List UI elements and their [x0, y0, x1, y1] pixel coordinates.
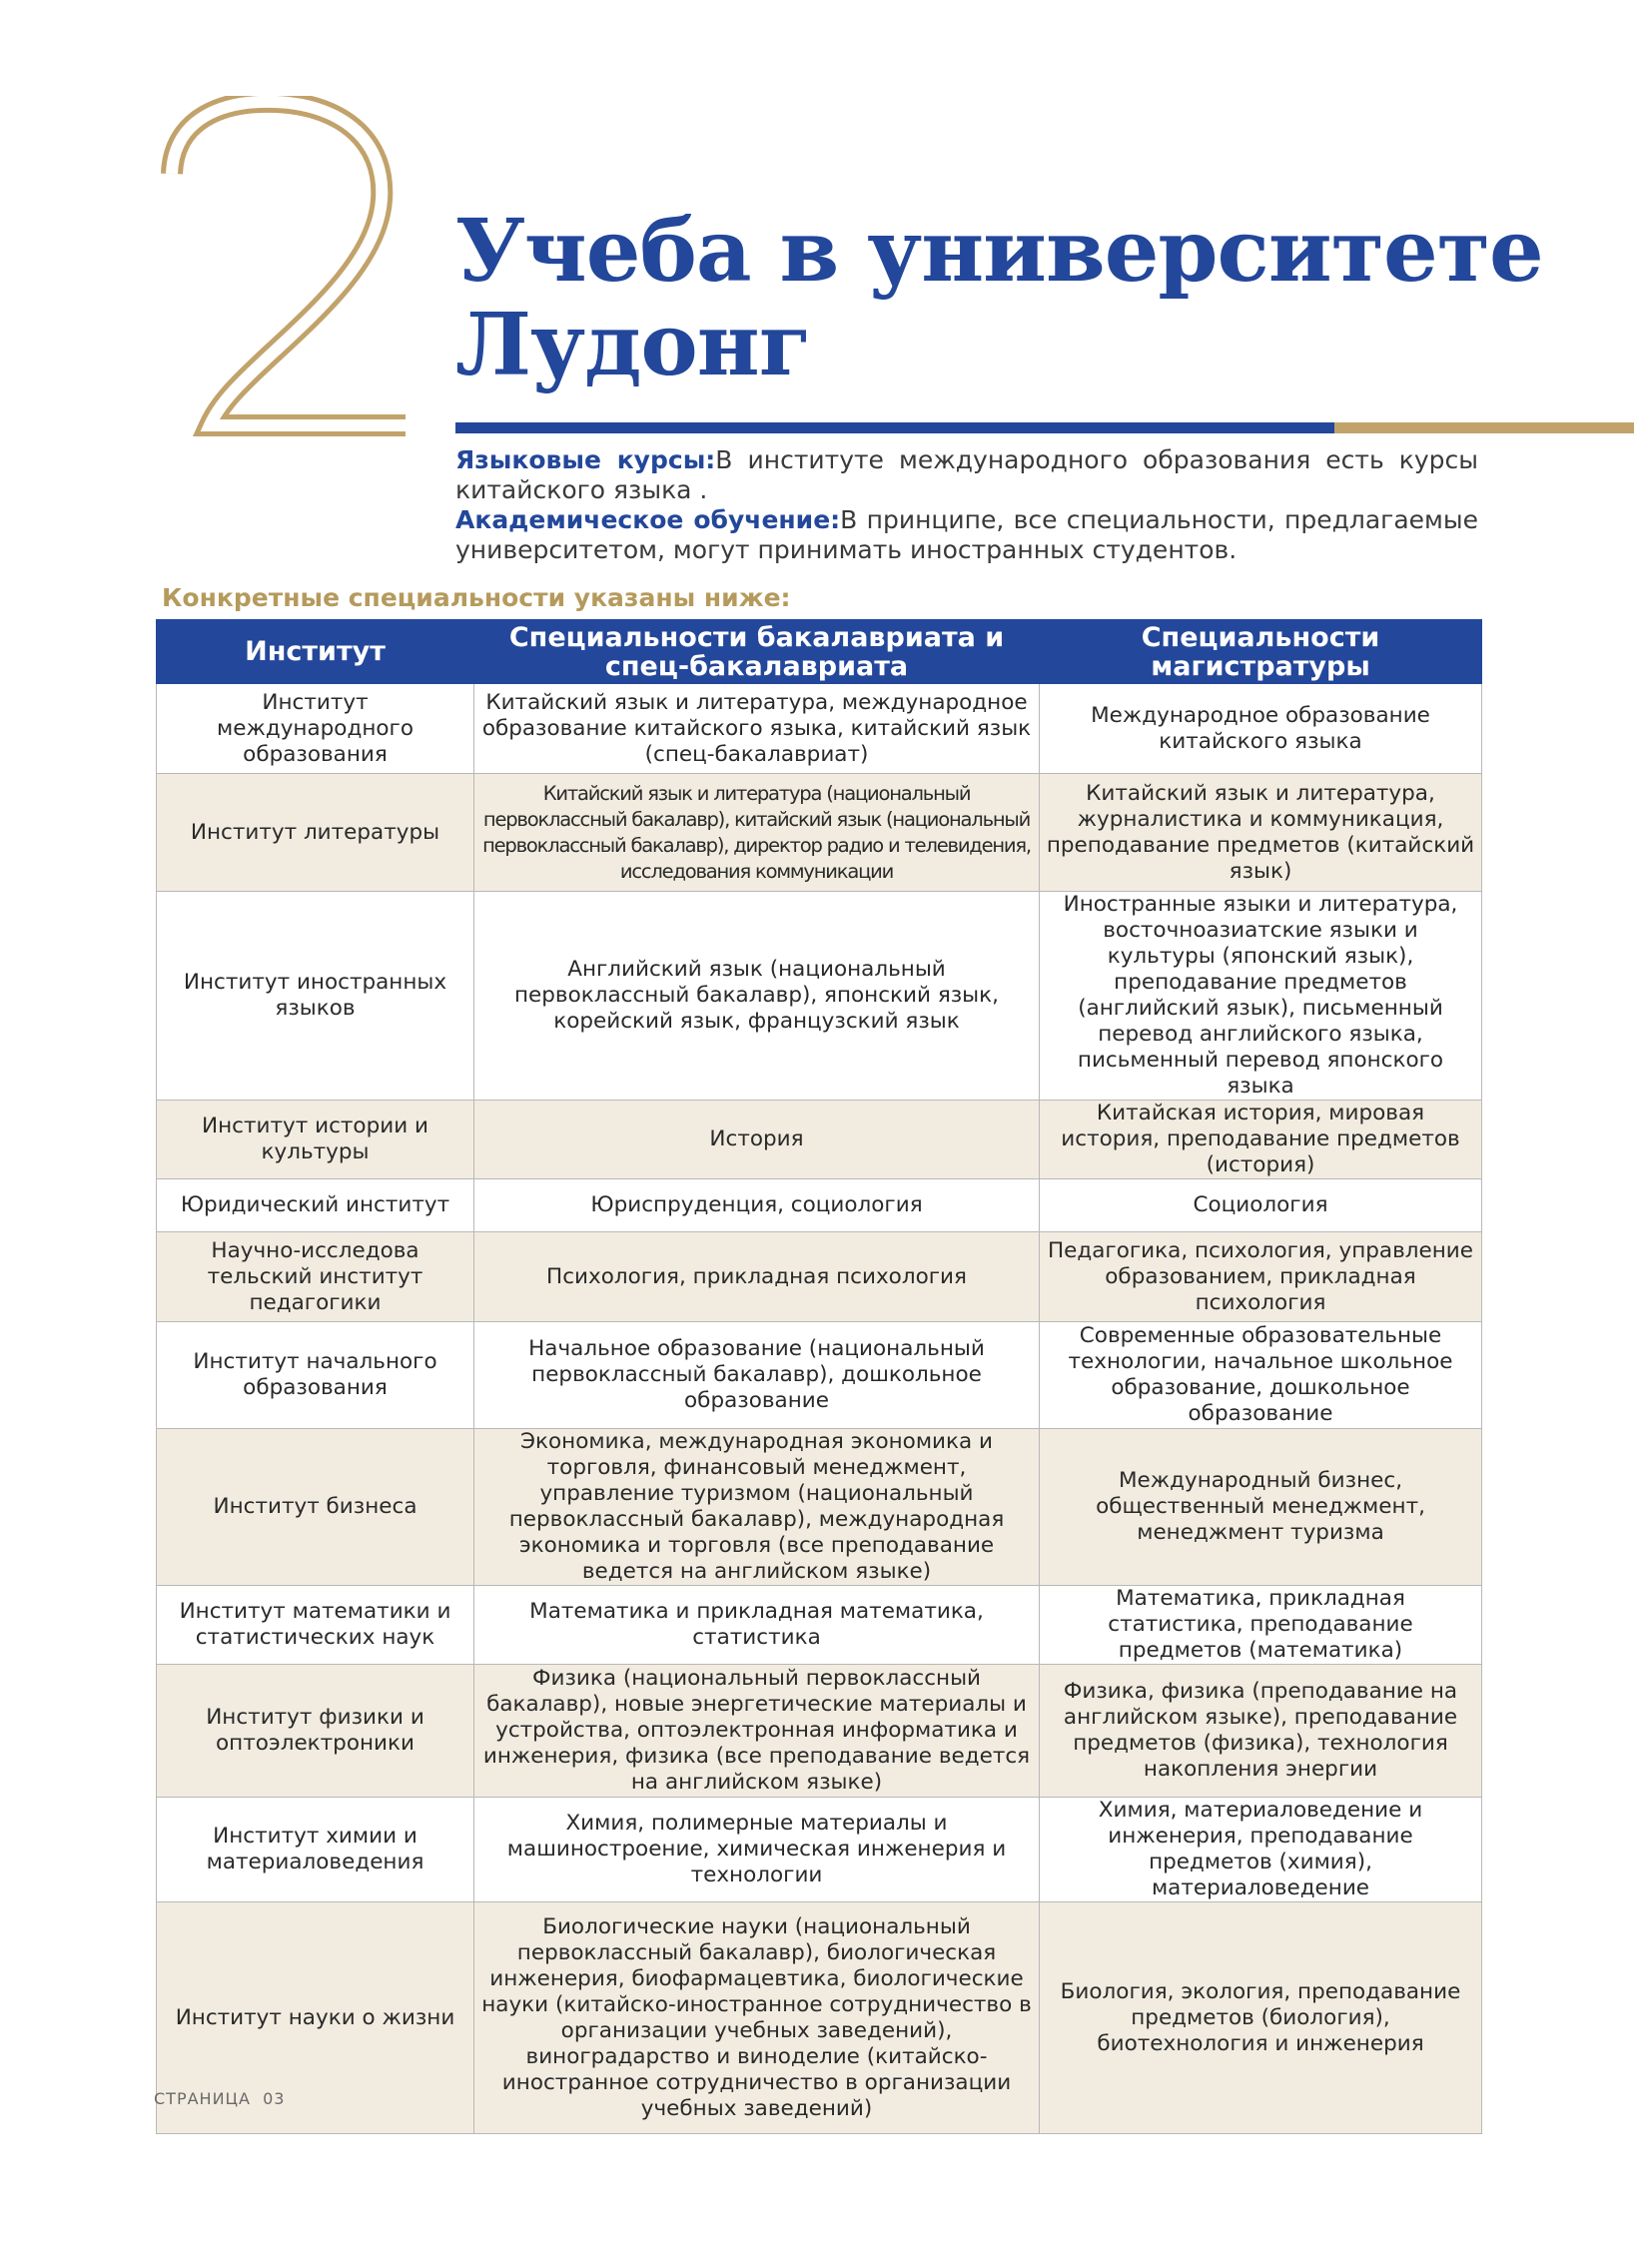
institute-cell: Институт истории и культуры	[157, 1101, 474, 1179]
master-cell: Китайский язык и литература, журналистика и коммуникация, преподавание предметов (китайский язык)	[1040, 774, 1482, 892]
table-row	[157, 1665, 1482, 1798]
master-cell: Международный бизнес, общественный менеджмент, менеджмент туризма	[1040, 1429, 1482, 1586]
header-bachelor: Специальности бакалавриата и спец-бакалавриата	[474, 620, 1040, 684]
master-cell: Китайская история, мировая история, преподавание предметов (история)	[1040, 1101, 1482, 1179]
institute-cell: Научно-исследова тельский институт педагогики	[157, 1232, 474, 1322]
table-row	[157, 774, 1482, 892]
academic-text: В принципе, все специальности, предлагаемые университетом, могут принимать иностранных студентов.	[455, 505, 1478, 564]
table-header-row	[157, 620, 1482, 684]
table-row	[157, 1322, 1482, 1429]
master-cell: Современные образовательные технологии, начальное школьное образование, дошкольное образование	[1040, 1322, 1482, 1429]
table-subheading: Конкретные специальности указаны ниже:	[162, 583, 791, 612]
intro-section	[455, 445, 1478, 565]
title-rule-gold	[1334, 422, 1634, 433]
title-line-1: Учеба в университете	[455, 201, 1543, 302]
master-cell: Математика, прикладная статистика, преподавание предметов (математика)	[1040, 1586, 1482, 1665]
bachelor-cell: Химия, полимерные материалы и машиностроение, химическая инженерия и технологии	[474, 1798, 1040, 1902]
bachelor-cell: Экономика, международная экономика и торговля, финансовый менеджмент, управление туризмом (национальный первоклассный бакалавр), международная экономика и торговля (все преподавание ведется на английском языке)	[474, 1429, 1040, 1586]
master-cell: Биология, экология, преподавание предметов (биология), биотехнология и инженерия	[1040, 1902, 1482, 2134]
table-row	[157, 1429, 1482, 1586]
master-cell: Физика, физика (преподавание на английском языке), преподавание предметов (физика), технология накопления энергии	[1040, 1665, 1482, 1798]
language-courses-text: В институте международного образования есть курсы китайского языка .	[455, 445, 1478, 504]
title-rule-blue	[455, 422, 1334, 433]
bachelor-cell: Китайский язык и литература (национальный первоклассный бакалавр), китайский язык (национальный первоклассный бакалавр), директор радио и телевидения, исследования коммуникации	[474, 774, 1040, 892]
table-row	[157, 1798, 1482, 1902]
bachelor-cell: Начальное образование (национальный первоклассный бакалавр), дошкольное образование	[474, 1322, 1040, 1429]
bachelor-cell: Математика и прикладная математика, статистика	[474, 1586, 1040, 1665]
institute-cell: Институт науки о жизни	[157, 1902, 474, 2134]
table-row	[157, 1902, 1482, 2134]
table-row	[157, 892, 1482, 1101]
table-row	[157, 1179, 1482, 1232]
bachelor-cell: Английский язык (национальный первоклассный бакалавр), японский язык, корейский язык, французский язык	[474, 892, 1040, 1101]
institute-cell: Юридический институт	[157, 1179, 474, 1232]
bachelor-cell: Физика (национальный первоклассный бакалавр), новые энергетические материалы и устройства, оптоэлектронная информатика и инженерия, физика (все преподавание ведется на английском языке)	[474, 1665, 1040, 1798]
master-cell: Международное образование китайского языка	[1040, 684, 1482, 774]
institute-cell: Институт начального образования	[157, 1322, 474, 1429]
table-row	[157, 1586, 1482, 1665]
table-row	[157, 684, 1482, 774]
specialties-table	[156, 619, 1482, 2134]
title-line-2: Лудонг	[455, 295, 811, 395]
language-courses-label: Языковые курсы:	[455, 445, 716, 474]
institute-cell: Институт иностранных языков	[157, 892, 474, 1101]
language-courses-paragraph	[455, 445, 1478, 505]
bachelor-cell: История	[474, 1101, 1040, 1179]
institute-cell: Институт бизнеса	[157, 1429, 474, 1586]
page-footer	[154, 2089, 285, 2108]
academic-label: Академическое обучение:	[455, 505, 841, 534]
master-cell: Социология	[1040, 1179, 1482, 1232]
bachelor-cell: Психология, прикладная психология	[474, 1232, 1040, 1322]
institute-cell: Институт литературы	[157, 774, 474, 892]
page-title	[455, 201, 1543, 395]
master-cell: Химия, материаловедение и инженерия, преподавание предметов (химия), материаловедение	[1040, 1798, 1482, 1902]
institute-cell: Институт математики и статистических наук	[157, 1586, 474, 1665]
table-row	[157, 1101, 1482, 1179]
master-cell: Иностранные языки и литература, восточноазиатские языки и культуры (японский язык), преподавание предметов (английский язык), письменный перевод английского языка, письменный перевод японского языка	[1040, 892, 1482, 1101]
academic-paragraph	[455, 505, 1478, 565]
table-row	[157, 1232, 1482, 1322]
institute-cell: Институт международного образования	[157, 684, 474, 774]
header-master: Специальности магистратуры	[1040, 620, 1482, 684]
page-label: СТРАНИЦА	[154, 2089, 251, 2108]
page-number: 03	[263, 2089, 286, 2108]
bachelor-cell: Юриспруденция, социология	[474, 1179, 1040, 1232]
master-cell: Педагогика, психология, управление образованием, прикладная психология	[1040, 1232, 1482, 1322]
institute-cell: Институт химии и материаловедения	[157, 1798, 474, 1902]
section-number: 2	[160, 96, 161, 97]
bachelor-cell: Биологические науки (национальный первоклассный бакалавр), биологическая инженерия, биофармацевтика, биологические науки (китайско-иностранное сотрудничество в организации учебных заведений), виноградарство и виноделие (китайско-иностранное сотрудничество в организации учебных заведений)	[474, 1902, 1040, 2134]
institute-cell: Институт физики и оптоэлектроники	[157, 1665, 474, 1798]
bachelor-cell: Китайский язык и литература, международное образование китайского языка, китайский язык (спец-бакалавриат)	[474, 684, 1040, 774]
header-institute: Институт	[157, 620, 474, 684]
section-number-outline	[160, 96, 419, 445]
